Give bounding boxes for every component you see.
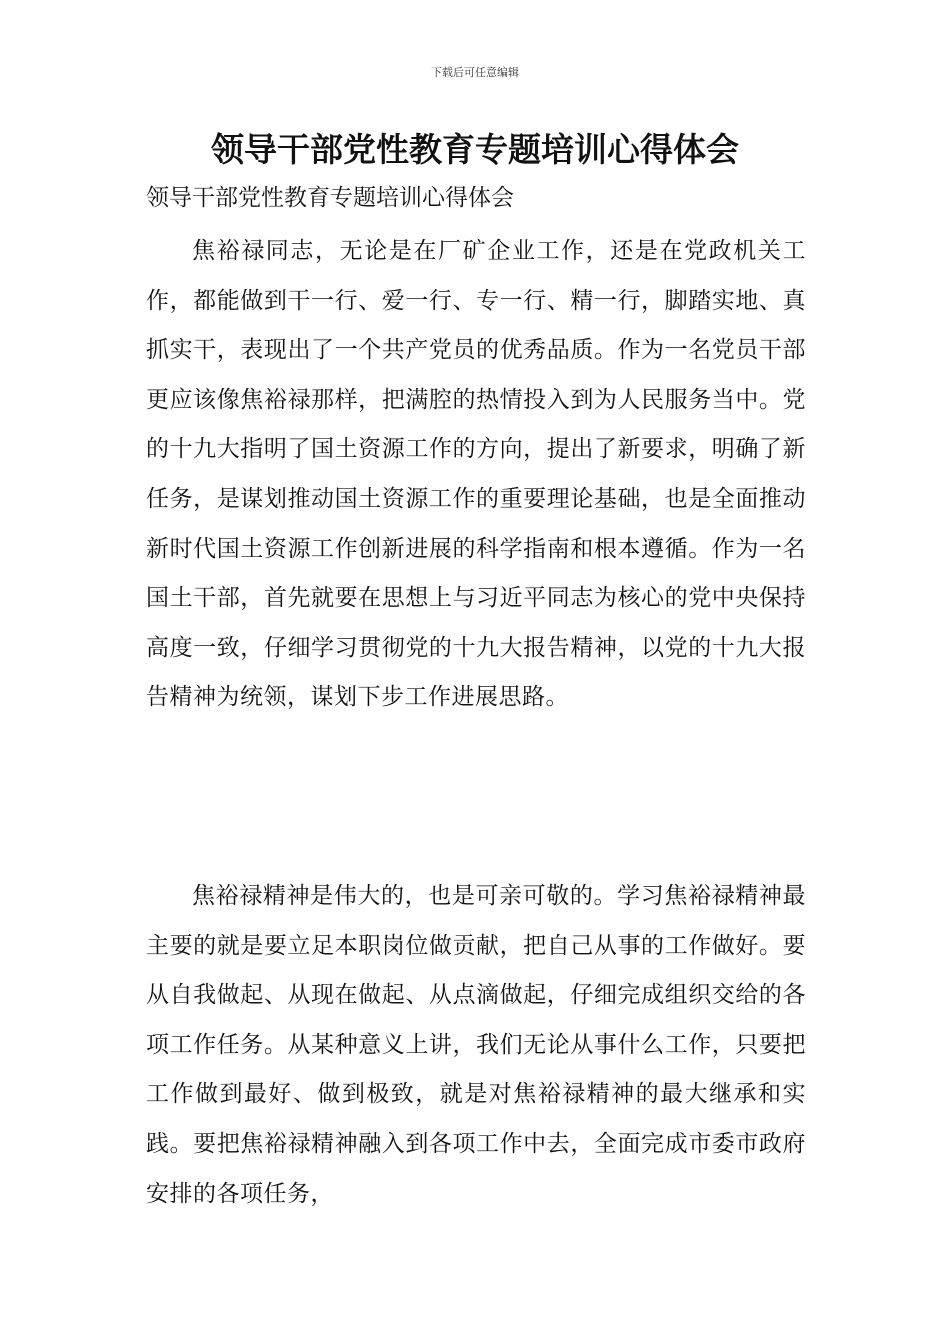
- document-subtitle: 领导干部党性教育专题培训心得体会: [146, 185, 514, 211]
- header-note: 下载后可任意编辑: [431, 66, 519, 79]
- document-title: 领导干部党性教育专题培训心得体会: [211, 130, 739, 169]
- body-paragraph-2: 焦裕禄精神是伟大的，也是可亲可敬的。学习焦裕禄精神最主要的就是要立足本职岗位做贡献，把自己从事的工作做好。要从自我做起、从现在做起、从点滴做起，仔细完成组织交给的各项工作任务。从某种意义上讲，我们无论从事什么工作，只要把工作做到最好、做到极致，就是对焦裕禄精神的最大继承和实践。要把焦裕禄精神融入到各项工作中去，全面完成市委市政府安排的各项任务，: [146, 883, 806, 1207]
- body-paragraph-1: 焦裕禄同志，无论是在厂矿企业工作，还是在党政机关工作，都能做到干一行、爱一行、专一行、精一行，脚踏实地、真抓实干，表现出了一个共产党员的优秀品质。作为一名党员干部更应该像焦裕禄那样，把满腔的热情投入到为人民服务当中。党的十九大指明了国土资源工作的方向，提出了新要求，明确了新任务，是谋划推动国土资源工作的重要理论基础，也是全面推动新时代国土资源工作创新进展的科学指南和根本遵循。作为一名国土干部，首先就要在思想上与习近平同志为核心的党中央保持高度一致，仔细学习贯彻党的十九大报告精神，以党的十九大报告精神为统领，谋划下步工作进展思路。: [146, 238, 806, 711]
